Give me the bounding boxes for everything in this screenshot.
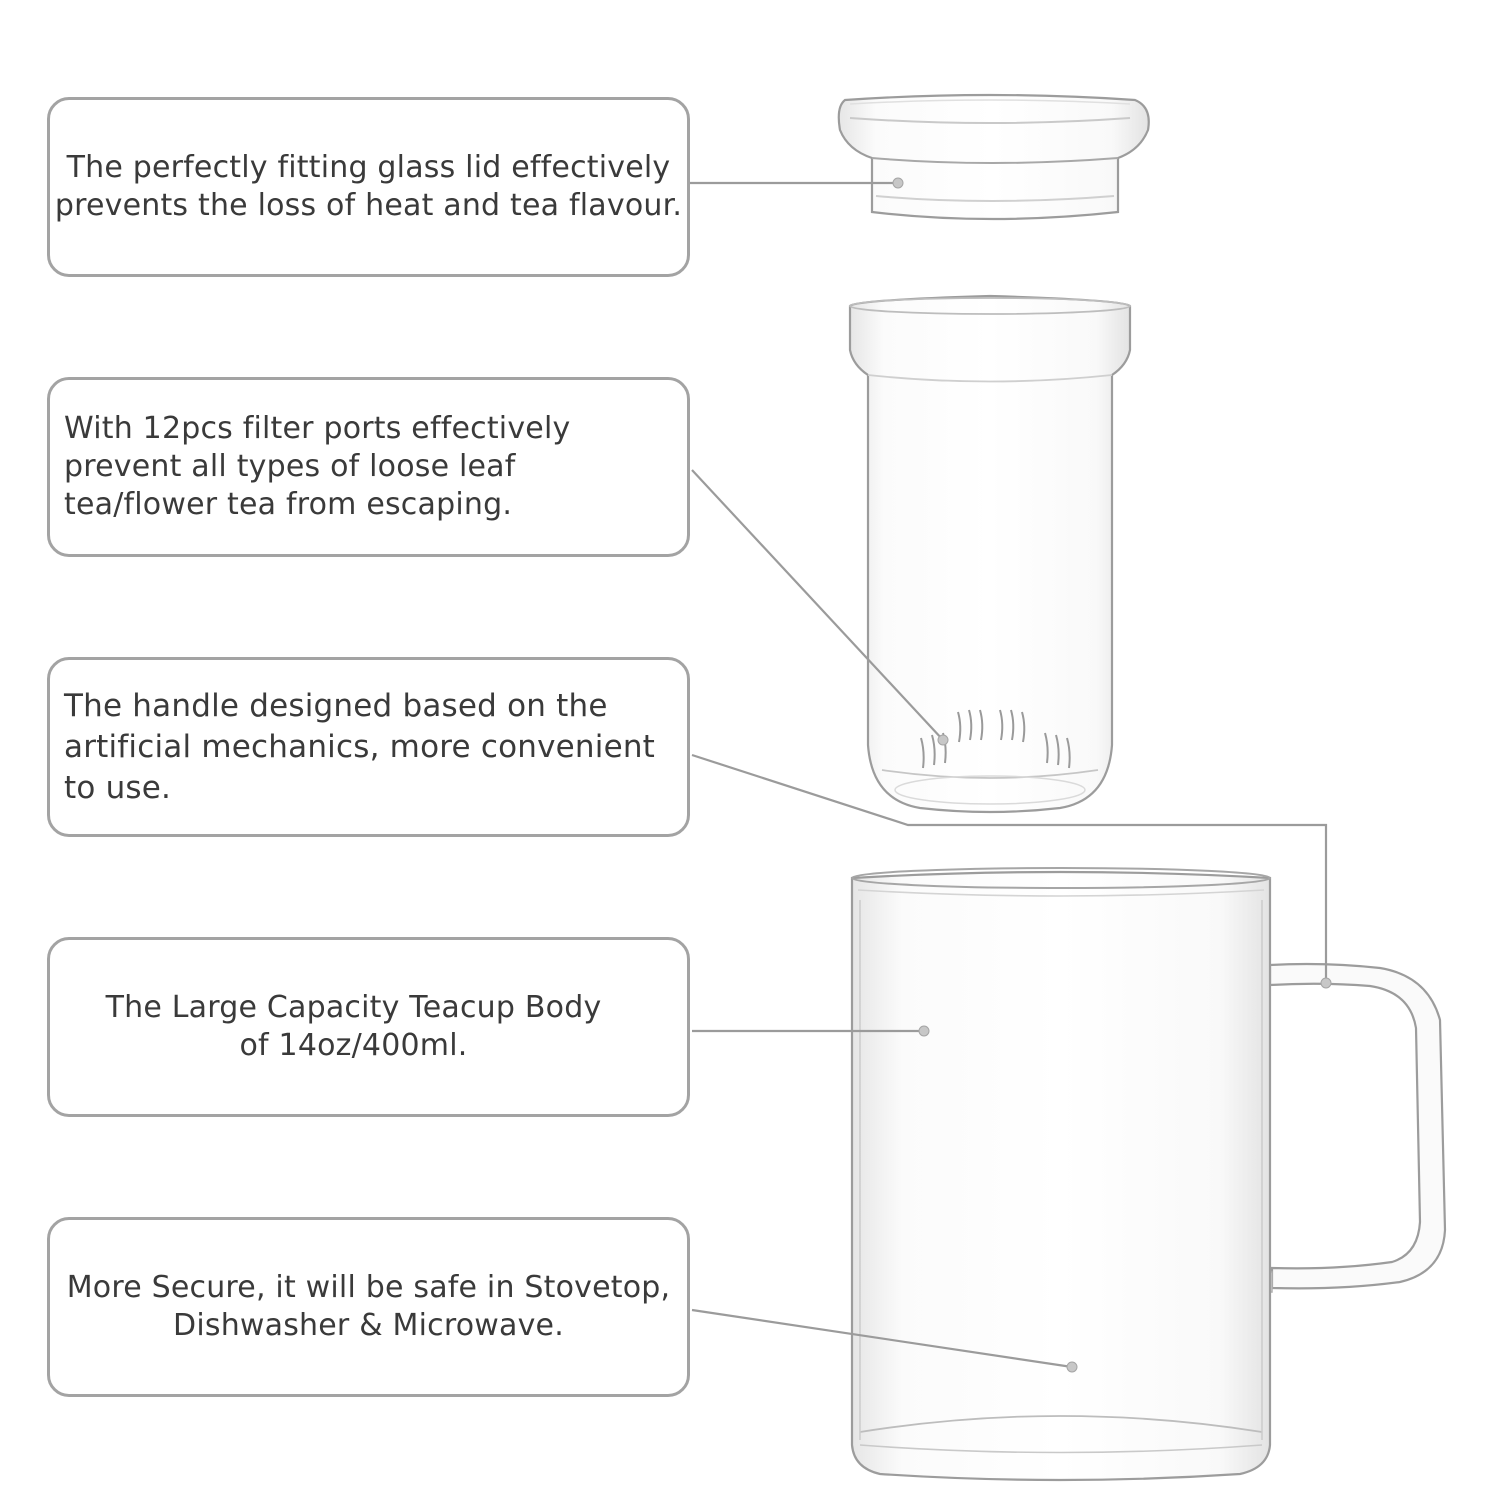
callout-handle bbox=[47, 657, 690, 837]
glass-mug-icon bbox=[852, 868, 1445, 1480]
callout-body-text: The Large Capacity Teacup Body of 14oz/400ml. bbox=[105, 990, 602, 1063]
glass-infuser-icon bbox=[850, 296, 1130, 812]
callout-filter-text: With 12pcs filter ports effectively prevent all types of loose leaf tea/flower tea from escaping. bbox=[64, 411, 571, 522]
callout-filter bbox=[47, 377, 690, 557]
callout-safety bbox=[47, 1217, 690, 1397]
callout-safety-text: More Secure, it will be safe in Stovetop, Dishwasher & Microwave. bbox=[66, 1270, 671, 1343]
callout-lid bbox=[47, 97, 690, 277]
glass-lid-icon bbox=[839, 95, 1149, 219]
callout-body bbox=[47, 937, 690, 1117]
callout-lid-text: The perfectly fitting glass lid effectively prevents the loss of heat and tea flavour. bbox=[54, 150, 683, 223]
callout-handle-text: The handle designed based on the artificial mechanics, more convenient to use. bbox=[64, 687, 656, 806]
